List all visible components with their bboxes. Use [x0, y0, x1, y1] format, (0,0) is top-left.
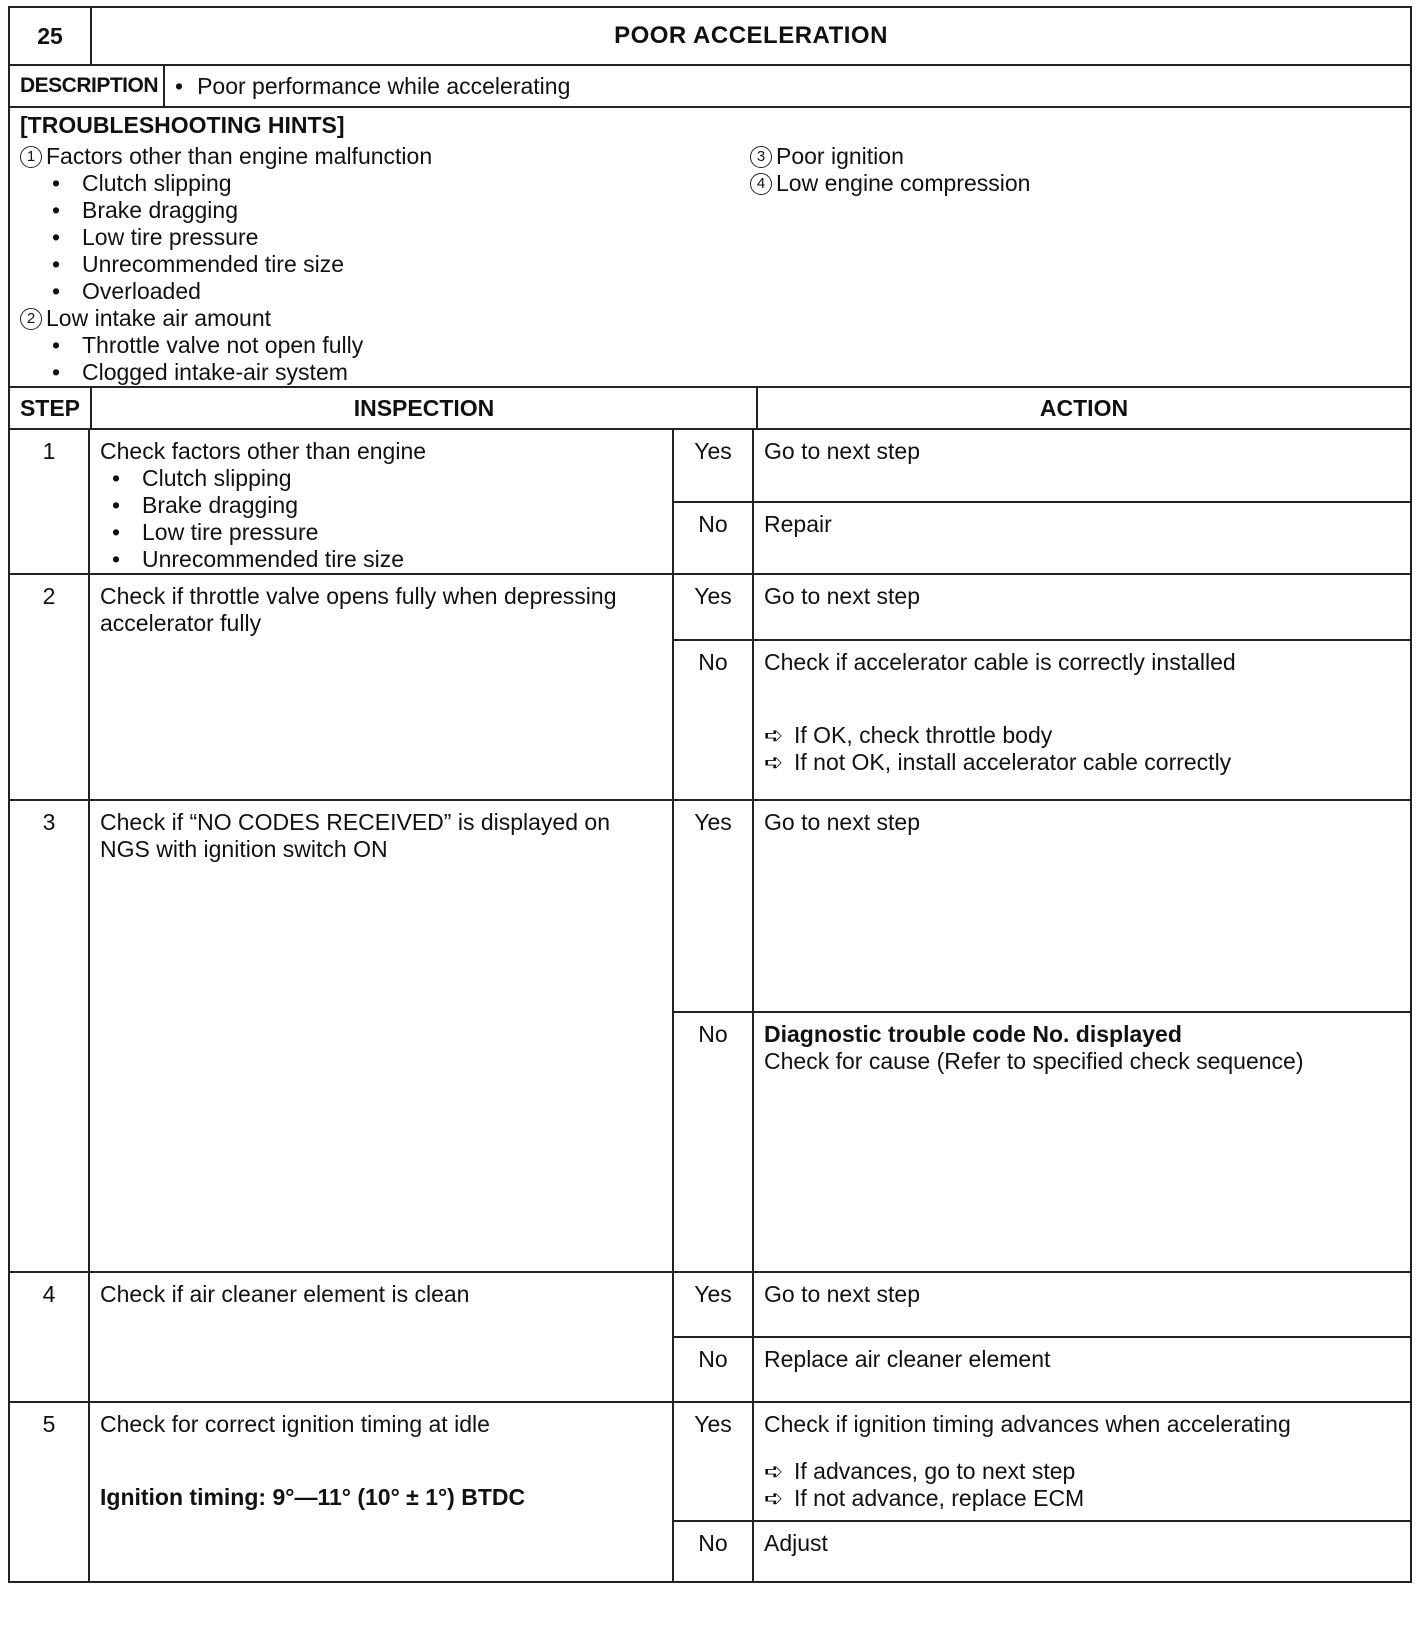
no-label: No [674, 503, 754, 574]
no-row [674, 1520, 1410, 1581]
yes-label: Yes [674, 430, 754, 501]
table-row [8, 430, 1412, 575]
page-title: POOR ACCELERATION [614, 22, 888, 49]
inspection-item: • Clutch slipping [112, 465, 292, 491]
hint-item: • Throttle valve not open fully [52, 332, 364, 358]
inspection-item: • Low tire pressure [112, 519, 319, 545]
bullet-icon: • [52, 332, 61, 358]
result-column [674, 430, 1410, 573]
description-row [8, 66, 1412, 108]
hint-category [750, 143, 1030, 170]
inspection-cell [90, 1403, 674, 1581]
description-label: DESCRIPTION [10, 66, 165, 106]
yes-label: Yes [674, 1403, 754, 1520]
hint-category-title: Factors other than engine malfunction [46, 143, 433, 169]
no-label: No [674, 1522, 754, 1581]
troubleshooting-hints [8, 108, 1412, 388]
inspection-cell [90, 430, 674, 573]
bullet-icon: • [52, 224, 61, 250]
table-row [8, 575, 1412, 801]
yes-row [674, 1403, 1410, 1520]
bullet-icon: • [112, 546, 121, 572]
arrow-right-icon: ➪ [764, 1485, 784, 1511]
no-label: No [674, 1013, 754, 1271]
hint-item: • Low tire pressure [52, 224, 259, 250]
result-line: ➪ If advances, go to next step [764, 1458, 1076, 1484]
hints-left-column [20, 143, 432, 386]
hint-item: • Overloaded [52, 278, 201, 304]
hints-right-column [750, 143, 1030, 197]
bullet-icon: • [52, 359, 61, 385]
yes-row [674, 801, 1410, 1011]
circled-number-icon: 1 [20, 146, 42, 168]
troubleshooting-sheet [8, 6, 1412, 1583]
no-action-heading: Diagnostic trouble code No. displayed [764, 1021, 1182, 1047]
description-text [165, 66, 1410, 106]
bullet-icon: • [112, 492, 121, 518]
no-row [674, 1336, 1410, 1401]
yes-label: Yes [674, 575, 754, 639]
table-header [8, 388, 1412, 430]
result-column [674, 575, 1410, 799]
column-header-step: STEP [10, 388, 92, 428]
no-action: Check for cause (Refer to specified check sequence) [764, 1048, 1304, 1074]
inspection-cell [90, 1273, 674, 1401]
bullet-icon: • [52, 170, 61, 196]
table-row [8, 1273, 1412, 1403]
column-header-inspection: INSPECTION [92, 388, 758, 428]
hint-category [20, 143, 432, 170]
yes-row [674, 575, 1410, 639]
hint-category-title: Poor ignition [776, 143, 904, 169]
yes-action: Go to next step [764, 1281, 920, 1307]
bullet-icon: • [112, 465, 121, 491]
no-row [674, 501, 1410, 574]
hint-item: • Clutch slipping [52, 170, 232, 196]
inspection-item: • Brake dragging [112, 492, 298, 518]
result-column [674, 801, 1410, 1271]
bullet-icon: • [52, 278, 61, 304]
inspection-text: Check for correct ignition timing at idle [100, 1411, 490, 1437]
result-column [674, 1403, 1410, 1581]
no-action: Repair [764, 510, 832, 537]
yes-label: Yes [674, 801, 754, 1011]
table-row [8, 1403, 1412, 1583]
title-row [8, 6, 1412, 66]
result-line: ➪ If not OK, install accelerator cable correctly [764, 749, 1232, 775]
circled-number-icon: 4 [750, 173, 772, 195]
inspection-item: • Unrecommended tire size [112, 546, 405, 572]
bullet-icon: • [52, 197, 61, 223]
arrow-right-icon: ➪ [764, 1458, 784, 1484]
hint-item: • Unrecommended tire size [52, 251, 345, 277]
inspection-text: Check factors other than engine [100, 438, 427, 464]
step-number: 1 [10, 430, 90, 573]
hint-category-title: Low intake air amount [46, 305, 272, 331]
yes-label: Yes [674, 1273, 754, 1336]
inspection-text: Check if air cleaner element is clean [100, 1281, 470, 1307]
yes-action-cell [754, 1403, 1410, 1520]
result-line: ➪ If OK, check throttle body [764, 722, 1053, 748]
step-number: 2 [10, 575, 90, 799]
circled-number-icon: 3 [750, 146, 772, 168]
no-action-cell [754, 641, 1410, 799]
hints-heading: [TROUBLESHOOTING HINTS] [20, 112, 345, 138]
no-row [674, 639, 1410, 799]
step-number: 5 [10, 1403, 90, 1581]
result-line: ➪ If not advance, replace ECM [764, 1485, 1085, 1511]
yes-row [674, 430, 1410, 501]
procedure-number: 25 [10, 8, 92, 64]
no-action: Adjust [764, 1530, 828, 1556]
inspection-cell [90, 801, 674, 1271]
yes-action: Go to next step [764, 583, 920, 609]
hint-item: • Brake dragging [52, 197, 238, 223]
description-value: Poor performance while accelerating [197, 72, 571, 99]
hint-category [750, 170, 1030, 197]
column-header-action: ACTION [1039, 394, 1129, 421]
step-number: 3 [10, 801, 90, 1271]
no-action: Replace air cleaner element [764, 1346, 1051, 1372]
bullet-icon: • [175, 72, 184, 99]
circled-number-icon: 2 [20, 308, 42, 330]
bullet-icon: • [112, 519, 121, 545]
yes-row [674, 1273, 1410, 1336]
no-action: Check if accelerator cable is correctly installed [764, 649, 1236, 675]
no-label: No [674, 641, 754, 799]
yes-action: Go to next step [764, 438, 920, 464]
inspection-text: Check if throttle valve opens fully when depressing accelerator fully [100, 583, 617, 636]
step-number: 4 [10, 1273, 90, 1401]
yes-action: Go to next step [764, 809, 920, 835]
hint-category-title: Low engine compression [776, 170, 1031, 196]
bullet-icon: • [52, 251, 61, 277]
result-column [674, 1273, 1410, 1401]
no-action-cell [754, 1013, 1410, 1271]
table-row [8, 801, 1412, 1273]
ignition-timing-spec: Ignition timing: 9°—11° (10° ± 1°) BTDC [100, 1484, 526, 1510]
no-label: No [674, 1338, 754, 1401]
yes-action: Check if ignition timing advances when accelerating [764, 1411, 1291, 1437]
hint-category [20, 305, 432, 332]
no-row [674, 1011, 1410, 1271]
arrow-right-icon: ➪ [764, 722, 784, 748]
arrow-right-icon: ➪ [764, 749, 784, 775]
inspection-text: Check if “NO CODES RECEIVED” is displayed on NGS with ignition switch ON [100, 809, 610, 862]
hint-item: • Clogged intake-air system [52, 359, 348, 385]
inspection-cell [90, 575, 674, 799]
